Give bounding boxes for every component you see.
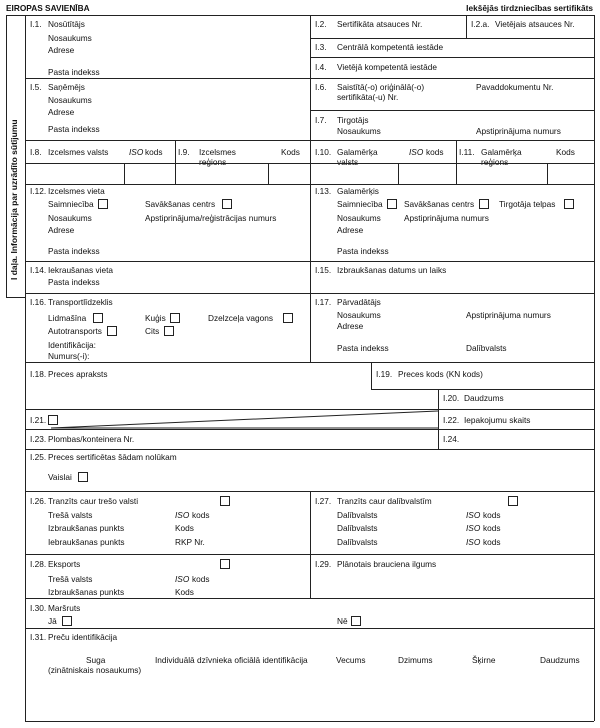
f13-opt1: Saimniecība — [337, 199, 383, 209]
f9-kods: Kods — [281, 147, 300, 157]
f15-title: Izbraukšanas datums un laiks — [337, 265, 447, 275]
f26-kods2: Kods — [175, 523, 194, 533]
line — [371, 389, 594, 390]
f2a-title: Vietējais atsauces Nr. — [495, 19, 575, 29]
f30-yes-checkbox[interactable] — [62, 616, 72, 626]
f1-num: I.1. — [30, 19, 42, 29]
f17-post: Pasta indekss — [337, 343, 389, 353]
f2-title: Sertifikāta atsauces Nr. — [337, 19, 423, 29]
f8-title: Izcelsmes valsts — [48, 147, 109, 157]
f11-num: I.11. — [459, 147, 475, 157]
f21-checkbox[interactable] — [48, 415, 58, 425]
line — [456, 140, 457, 184]
f13-title: Galamērķis — [337, 186, 379, 196]
f12-opt1-checkbox[interactable] — [98, 199, 108, 209]
line — [310, 38, 594, 39]
f1-post: Pasta indekss — [48, 67, 100, 77]
f17-name: Nosaukums — [337, 310, 381, 320]
f12-opt1: Saimniecība — [48, 199, 94, 209]
f16-title: Transportlīdzeklis — [48, 297, 113, 307]
f26-c3: Iebraukšanas punkts — [48, 537, 125, 547]
line — [547, 163, 548, 184]
f26-kods: kods — [192, 510, 210, 520]
side-bottom-border — [6, 297, 25, 298]
f16-road-checkbox[interactable] — [107, 326, 117, 336]
f26-iso: ISO — [175, 510, 190, 520]
f27-row2-kods: kods — [483, 523, 501, 533]
f15-num: I.15. — [315, 265, 332, 275]
line — [124, 163, 125, 184]
f22-title: Iepakojumu skaits — [464, 415, 531, 425]
f28-c1: Trešā valsts — [48, 574, 93, 584]
f28-kods2: Kods — [175, 587, 194, 597]
f12-title: Izcelsmes vieta — [48, 186, 105, 196]
f25-opt: Vaislai — [48, 472, 72, 482]
bottom-border — [25, 721, 594, 722]
header-right: Iekšējās tirdzniecības sertifikāts — [466, 3, 593, 13]
f12-reg: Apstiprinājuma/reģistrācijas numurs — [145, 213, 277, 223]
f16-plane-checkbox[interactable] — [93, 313, 103, 323]
f11-title2: reģions — [481, 157, 509, 167]
f28-iso: ISO — [175, 574, 190, 584]
line — [310, 491, 311, 598]
f17-approval: Apstiprinājuma numurs — [466, 310, 551, 320]
f13-opt2: Savākšanas centrs — [404, 199, 475, 209]
f8-kods: kods — [145, 147, 163, 157]
f2-num: I.2. — [315, 19, 327, 29]
f16-rail: Dzelzceļa vagons — [208, 313, 274, 323]
line — [268, 163, 269, 184]
line — [25, 293, 594, 294]
line — [25, 554, 594, 555]
f13-num: I.13. — [315, 186, 332, 196]
f11-kods: Kods — [556, 147, 575, 157]
line — [25, 409, 438, 410]
f16-ship-checkbox[interactable] — [170, 313, 180, 323]
f27-checkbox[interactable] — [508, 496, 518, 506]
line — [25, 628, 594, 629]
f13-opt2-checkbox[interactable] — [479, 199, 489, 209]
f27-row3-label: Dalībvalsts — [337, 537, 378, 547]
f21-num: I.21. — [30, 415, 47, 425]
f16-rail-checkbox[interactable] — [283, 313, 293, 323]
f31-num: I.31. — [30, 632, 47, 642]
f10-title2: valsts — [337, 157, 359, 167]
f6-extra: Pavaddokumentu Nr. — [476, 82, 554, 92]
f14-title: Iekraušanas vieta — [48, 265, 114, 275]
f29-title: Plānotais brauciena ilgums — [337, 559, 437, 569]
f14-post: Pasta indekss — [48, 277, 100, 287]
f31-col1a: Suga — [86, 655, 106, 665]
f10-iso: ISO — [409, 147, 424, 157]
f29-num: I.29. — [315, 559, 332, 569]
f30-num: I.30. — [30, 603, 47, 613]
f25-opt-checkbox[interactable] — [78, 472, 88, 482]
f26-c2: Izbraukšanas punkts — [48, 523, 125, 533]
f5-title: Saņēmējs — [48, 82, 85, 92]
top-border — [6, 15, 594, 16]
f16-road: Autotransports — [48, 326, 102, 336]
f23-title: Plombas/konteinera Nr. — [48, 434, 135, 444]
f13-opt1-checkbox[interactable] — [387, 199, 397, 209]
line — [310, 163, 594, 164]
f18-num: I.18. — [30, 369, 47, 379]
f30-title: Maršruts — [48, 603, 81, 613]
f12-opt2-checkbox[interactable] — [222, 199, 232, 209]
f5-name: Nosaukums — [48, 95, 92, 105]
f12-addr: Adrese — [48, 225, 75, 235]
f16-id1: Identifikācija: — [48, 340, 96, 350]
f13-approval: Apstiprinājuma numurs — [404, 213, 489, 223]
header-left: EIROPAS SAVIENĪBA — [6, 3, 90, 13]
line — [25, 429, 594, 430]
f8-iso: ISO — [129, 147, 144, 157]
f26-c1: Trešā valsts — [48, 510, 93, 520]
f8-num: I.8. — [30, 147, 42, 157]
f17-addr: Adrese — [337, 321, 364, 331]
line — [25, 598, 594, 599]
f7-approval: Apstiprinājuma numurs — [476, 126, 561, 136]
f16-num: I.16. — [30, 297, 47, 307]
f6-title2: sertifikāta(-u) Nr. — [337, 92, 399, 102]
f10-kods: kods — [426, 147, 444, 157]
line — [25, 184, 594, 185]
f12-opt2: Savākšanas centrs — [145, 199, 216, 209]
f3-title: Centrālā kompetentā iestāde — [337, 42, 444, 52]
f26-title: Tranzīts caur trešo valsti — [48, 496, 139, 506]
f7-name: Nosaukums — [337, 126, 381, 136]
f12-post: Pasta indekss — [48, 246, 100, 256]
f27-row1-kods: kods — [483, 510, 501, 520]
f27-row1-label: Dalībvalsts — [337, 510, 378, 520]
f31-col5: Šķirne — [472, 655, 496, 665]
f17-state: Dalībvalsts — [466, 343, 507, 353]
f16-other-checkbox[interactable] — [164, 326, 174, 336]
f27-row2-label: Dalībvalsts — [337, 523, 378, 533]
f24-num: I.24. — [443, 434, 460, 444]
f27-row2-iso: ISO — [466, 523, 481, 533]
f30-no-checkbox[interactable] — [351, 616, 361, 626]
f26-checkbox[interactable] — [220, 496, 230, 506]
line — [371, 362, 372, 389]
f7-num: I.7. — [315, 115, 327, 125]
right-border — [594, 15, 595, 721]
part-one-side-label: I daļa. Informācija par uzrādīto sūtījumu — [9, 119, 19, 280]
f18-title: Preces apraksts — [48, 369, 108, 379]
f13-opt3-checkbox[interactable] — [564, 199, 574, 209]
f30-no: Nē — [337, 616, 348, 626]
f27-title: Tranzīts caur dalībvalstīm — [337, 496, 432, 506]
f12-num: I.12. — [30, 186, 47, 196]
f27-num: I.27. — [315, 496, 332, 506]
f7-title: Tirgotājs — [337, 115, 369, 125]
f16-ship: Kuģis — [145, 313, 166, 323]
f2-divider — [466, 15, 467, 38]
f30-yes: Jā — [48, 616, 57, 626]
line — [25, 140, 594, 141]
left-border-side — [6, 15, 7, 297]
f6-title1: Saistītā(-o) oriģinālā(-o) — [337, 82, 425, 92]
f19-num: I.19. — [376, 369, 393, 379]
f2a-num: I.2.a. — [471, 19, 490, 29]
f20-num: I.20. — [443, 393, 460, 403]
f31-col1b: (zinātniskais nosaukums) — [48, 665, 142, 675]
f31-col4: Dzimums — [398, 655, 433, 665]
f25-title: Preces sertificētas šādam nolūkam — [48, 452, 177, 462]
f9-title2: reģions — [199, 157, 227, 167]
f9-num: I.9. — [178, 147, 190, 157]
f27-row1-iso: ISO — [466, 510, 481, 520]
line — [25, 362, 594, 363]
f14-num: I.14. — [30, 265, 47, 275]
line — [25, 78, 594, 79]
line — [175, 140, 176, 184]
line — [25, 449, 594, 450]
f10-num: I.10. — [315, 147, 332, 157]
f13-addr: Adrese — [337, 225, 364, 235]
f28-title: Eksports — [48, 559, 81, 569]
left-border-form — [25, 15, 26, 721]
f17-num: I.17. — [315, 297, 332, 307]
f13-opt3: Tirgotāja telpas — [499, 199, 556, 209]
f17-title: Pārvadātājs — [337, 297, 381, 307]
f10-title1: Galamērķa — [337, 147, 378, 157]
line — [310, 57, 594, 58]
f22-num: I.22. — [443, 415, 460, 425]
f6-num: I.6. — [315, 82, 327, 92]
f27-row3-iso: ISO — [466, 537, 481, 547]
f1-addr: Adrese — [48, 45, 75, 55]
f21-strike-lines — [25, 409, 439, 429]
f5-post: Pasta indekss — [48, 124, 100, 134]
f31-col3: Vecums — [336, 655, 366, 665]
f16-other: Cits — [145, 326, 160, 336]
divider-mid-top — [310, 15, 311, 362]
f12-name: Nosaukums — [48, 213, 92, 223]
f5-addr: Adrese — [48, 107, 75, 117]
f16-plane: Lidmašīna — [48, 313, 87, 323]
f19-title: Preces kods (KN kods) — [398, 369, 483, 379]
f13-name: Nosaukums — [337, 213, 381, 223]
f28-checkbox[interactable] — [220, 559, 230, 569]
line — [25, 261, 594, 262]
f3-num: I.3. — [315, 42, 327, 52]
f25-num: I.25. — [30, 452, 47, 462]
f31-col2: Individuālā dzīvnieka oficiālā identifikācija — [155, 655, 308, 665]
f26-rkp: RKP Nr. — [175, 537, 205, 547]
f26-num: I.26. — [30, 496, 47, 506]
line — [310, 110, 594, 111]
f5-num: I.5. — [30, 82, 42, 92]
f9-title1: Izcelsmes — [199, 147, 236, 157]
f27-row3-kods: kods — [483, 537, 501, 547]
f31-title: Preču identifikācija — [48, 632, 118, 642]
f20-title: Daudzums — [464, 393, 504, 403]
f1-name: Nosaukums — [48, 33, 92, 43]
f31-col6: Daudzums — [540, 655, 580, 665]
line — [398, 163, 399, 184]
f4-title: Vietējā kompetentā iestāde — [337, 62, 437, 72]
line — [438, 409, 594, 410]
f16-id2: Numurs(-i): — [48, 351, 90, 361]
f11-title1: Galamērķa — [481, 147, 522, 157]
f4-num: I.4. — [315, 62, 327, 72]
f23-num: I.23. — [30, 434, 47, 444]
f13-post: Pasta indekss — [337, 246, 389, 256]
f28-kods: kods — [192, 574, 210, 584]
f1-title: Nosūtītājs — [48, 19, 85, 29]
f28-c2: Izbraukšanas punkts — [48, 587, 125, 597]
f28-num: I.28. — [30, 559, 47, 569]
